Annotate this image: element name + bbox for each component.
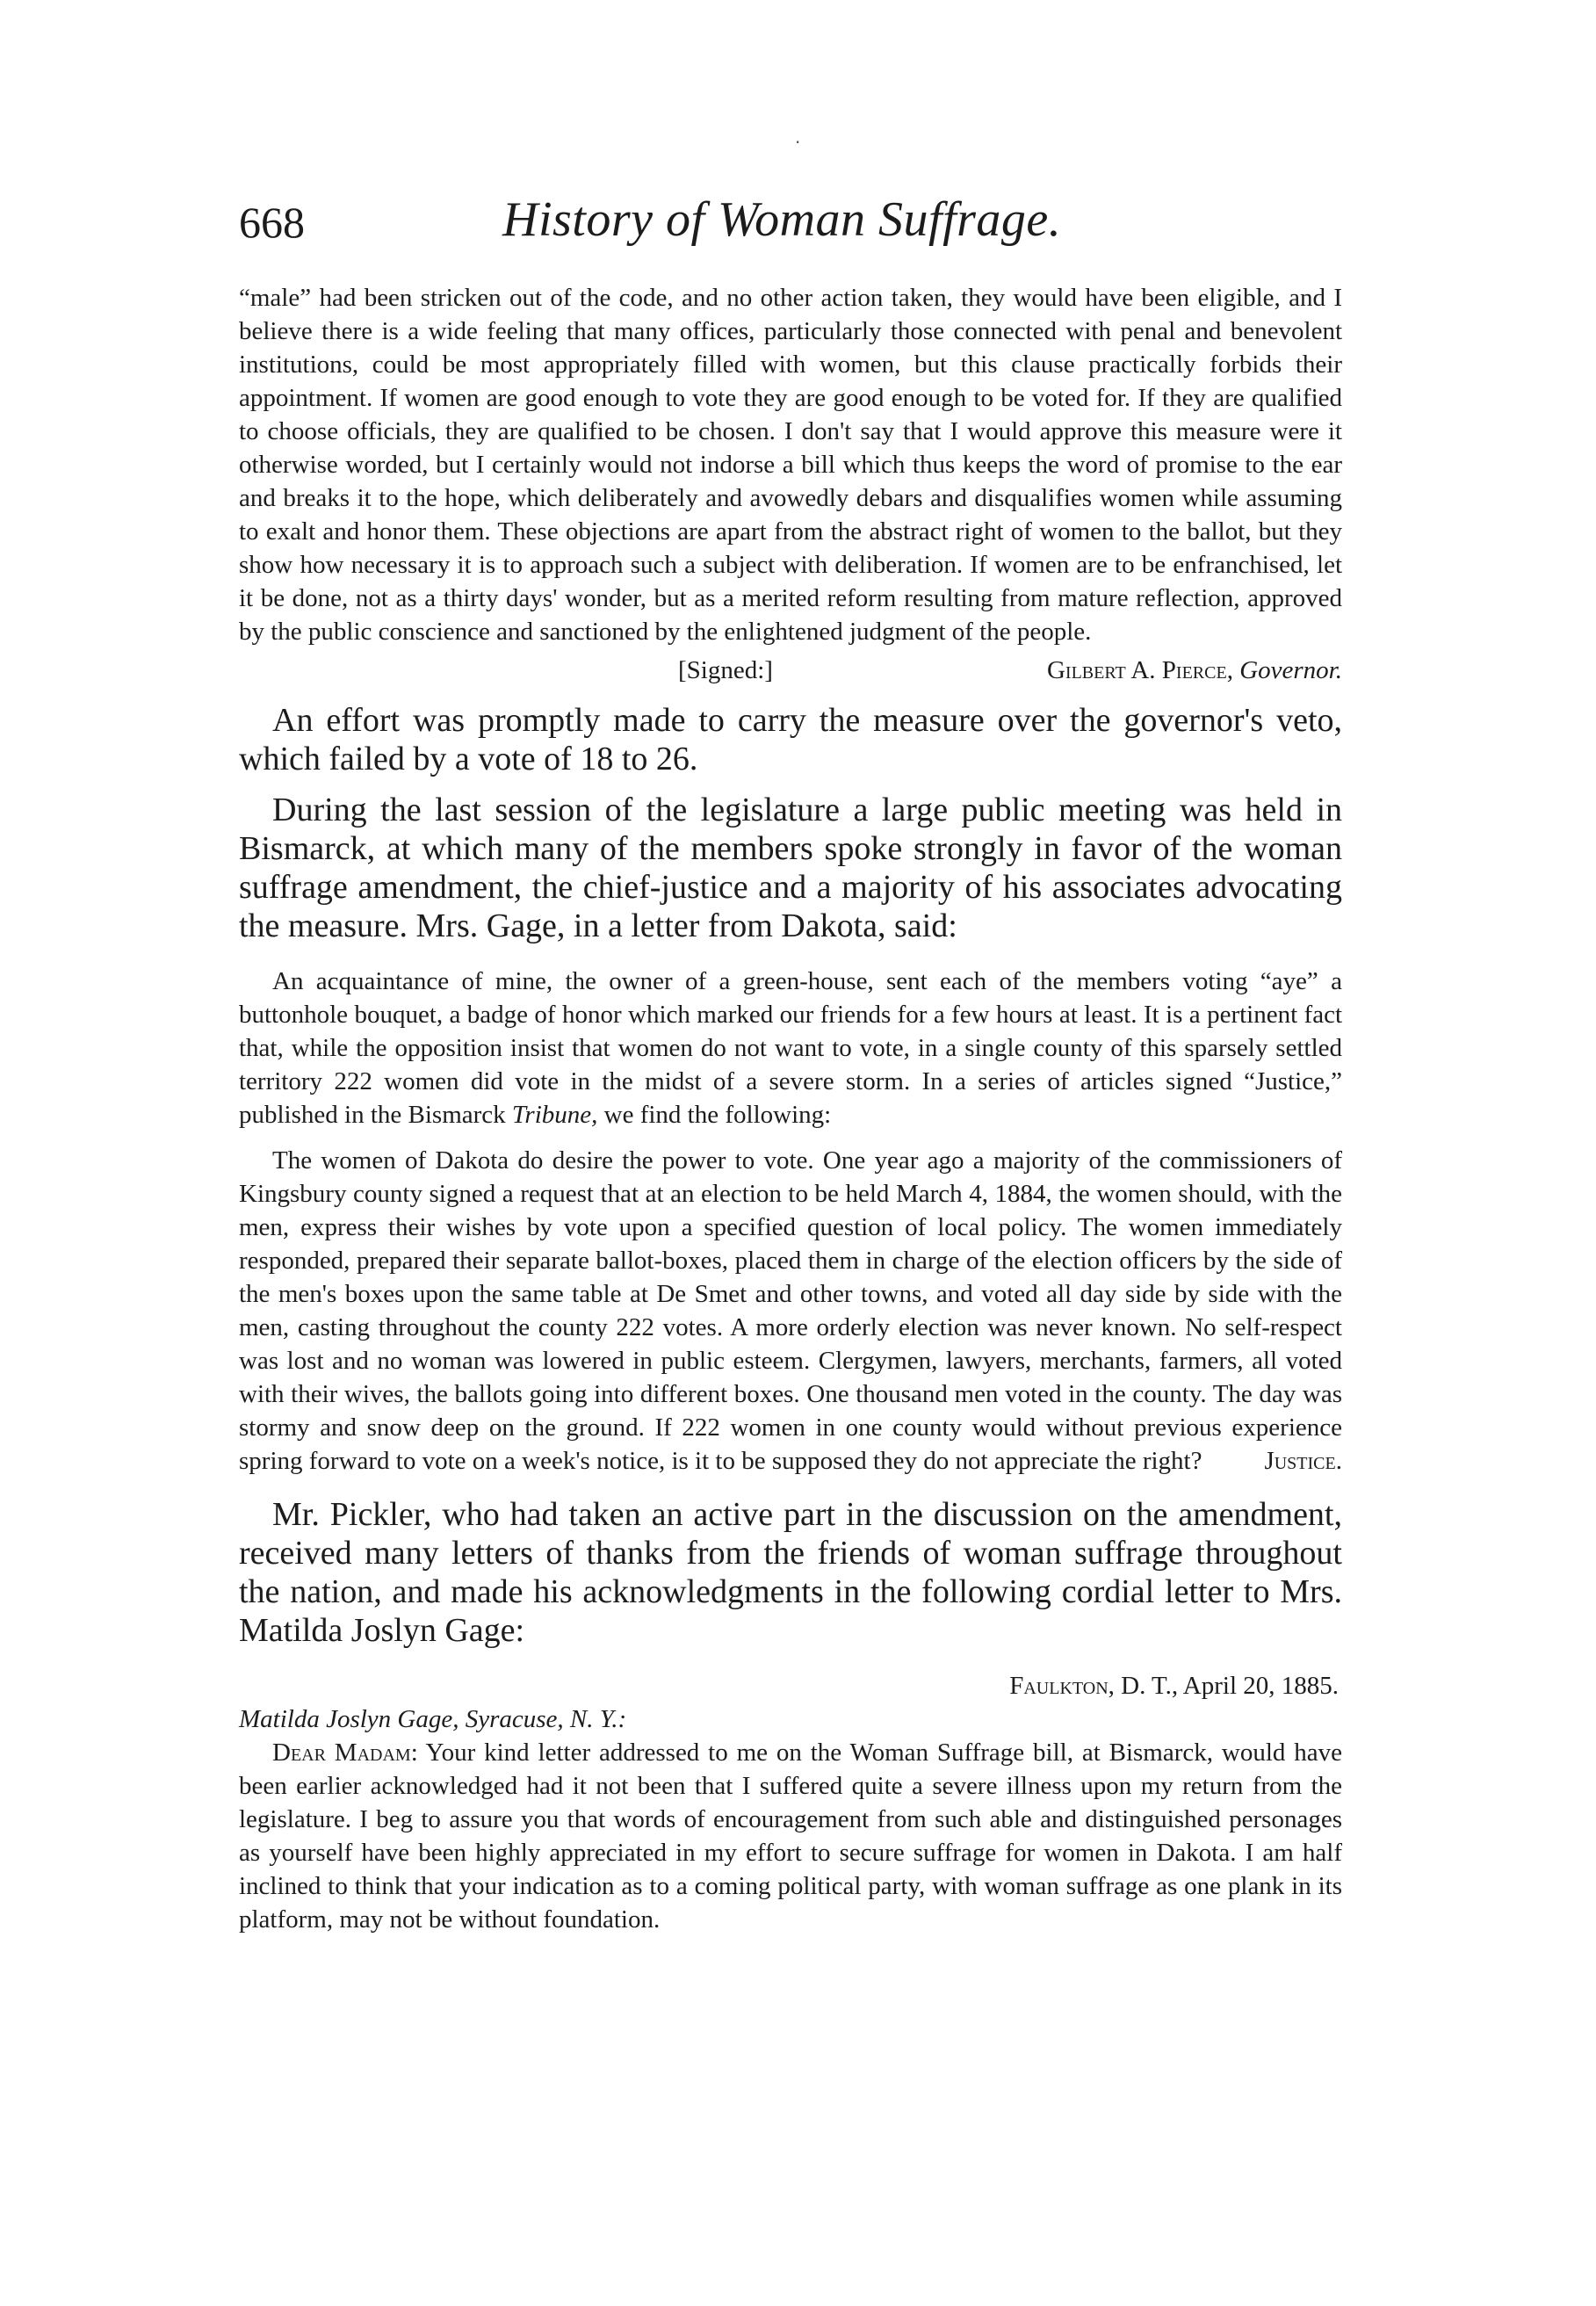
- justice-article-text: The women of Dakota do desire the power to vote. One year ago a majority of the commissioners of Kingsbury county signed a request that at an election to be held March 4, 1884, the women should, with the men, express their wishes by vote upon a specified question of local policy. The women immediately responded, prepared their separate ballot-boxes, placed them in charge of the election officers by the side of the men's boxes upon the same table at De Smet and other towns, and voted all day side by side with the men, casting throughout the county 222 votes. A more orderly election was never known. No self-respect was lost and no woman was lowered in public esteem. Clergymen, lawyers, merchants, farmers, all voted with their wives, the ballots going into different boxes. One thousand men voted in the county. The day was stormy and snow deep on the ground. If 222 women in one county would without previous experience spring forward to vote on a week's notice, is it to be supposed they do not appreciate the right?: [239, 1146, 1342, 1475]
- signer-name: Gilbert A. Pierce,: [1046, 656, 1233, 684]
- scan-speck: ·: [795, 132, 801, 153]
- letter-salutation: Dear Madam:: [272, 1739, 418, 1767]
- letter-dateline: [239, 1669, 1339, 1702]
- governor-signature: [239, 654, 1342, 689]
- page-body: [239, 281, 1342, 1936]
- letter-date: April 20, 1885.: [1182, 1672, 1339, 1700]
- signer: [1047, 654, 1342, 687]
- page-number: 668: [239, 198, 305, 247]
- letter-addressee: Matilda Joslyn Gage, Syracuse, N. Y.:: [239, 1705, 627, 1733]
- justice-article: [239, 1144, 1342, 1478]
- bismarck-paragraph: During the last session of the legislature a large public meeting was held in Bismarck, at which many of the members spoke strongly in favor of the woman suffrage amendment, the chief-justice and a majority of his associates advocating the measure. Mrs. Gage, in a letter from Dakota, said:: [239, 792, 1342, 944]
- pickler-letter: [239, 1736, 1342, 1936]
- gage-letter-text: An acquaintance of mine, the owner of a green-house, sent each of the members voting “aye” a buttonhole bouquet, a badge of honor which marked our friends for a few hours at least. It is a pertinent fact that, while the opposition insist that women do not want to vote, in a single county of this sparsely settled territory 222 women did vote in the midst of a severe storm. In a series of articles signed “Justice,” published in the Bismarck: [239, 967, 1342, 1129]
- gage-letter-tail: we find the following:: [597, 1101, 832, 1129]
- gage-letter-excerpt: [239, 965, 1342, 1131]
- signed-label: [Signed:]: [678, 656, 773, 684]
- tribune-title: Tribune,: [511, 1101, 598, 1129]
- letter-place: Faulkton, D. T.,: [1009, 1672, 1179, 1700]
- veto-paragraph: An effort was promptly made to carry the measure over the governor's veto, which failed by a vote of 18 to 26.: [239, 702, 1342, 777]
- signer-title: Governor.: [1239, 656, 1342, 684]
- governor-letter-text: “male” had been stricken out of the code, and no other action taken, they would have been eligible, and I believe there is a wide feeling that many offices, particularly those connected with penal and benevolent institutions, could be most appropriately filled with women, but this clause practically forbids their appointment. If women are good enough to vote they are good enough to be voted for. If they are qualified to choose officials, they are qualified to be chosen. I don't say that I would approve this measure were it otherwise worded, but I certainly would not indorse a bill which thus keeps the word of promise to the ear and breaks it to the hope, which deliberately and avowedly debars and disqualifies women while assuming to exalt and honor them. These objections are apart from the abstract right of women to the ballot, but they show how necessary it is to approach such a subject with deliberation. If women are to be enfranchised, let it be done, not as a thirty days' wonder, but as a merited reform resulting from mature reflection, approved by the public conscience and sanctioned by the enlightened judgment of the people.: [239, 284, 1342, 646]
- running-title: History of Woman Suffrage.: [502, 192, 1062, 247]
- pickler-paragraph: Mr. Pickler, who had taken an active part in the discussion on the amendment, received many letters of thanks from the friends of woman suffrage throughout the nation, and made his acknowledgments in the following cordial letter to Mrs. Matilda Joslyn Gage:: [239, 1496, 1342, 1649]
- letter-body-text: Your kind letter addressed to me on the Woman Suffrage bill, at Bismarck, would have been earlier acknowledged had it not been that I suffered quite a severe illness upon my return from the legislature. I beg to assure you that words of encouragement from such able and distinguished personages as yourself have been highly appreciated in my effort to secure suffrage for women in Dakota. I am half inclined to think that your indication as to a coming political party, with woman suffrage as one plank in its platform, may not be without foundation.: [239, 1739, 1342, 1934]
- page-header: [239, 192, 1346, 253]
- justice-signature: Justice.: [1264, 1447, 1342, 1475]
